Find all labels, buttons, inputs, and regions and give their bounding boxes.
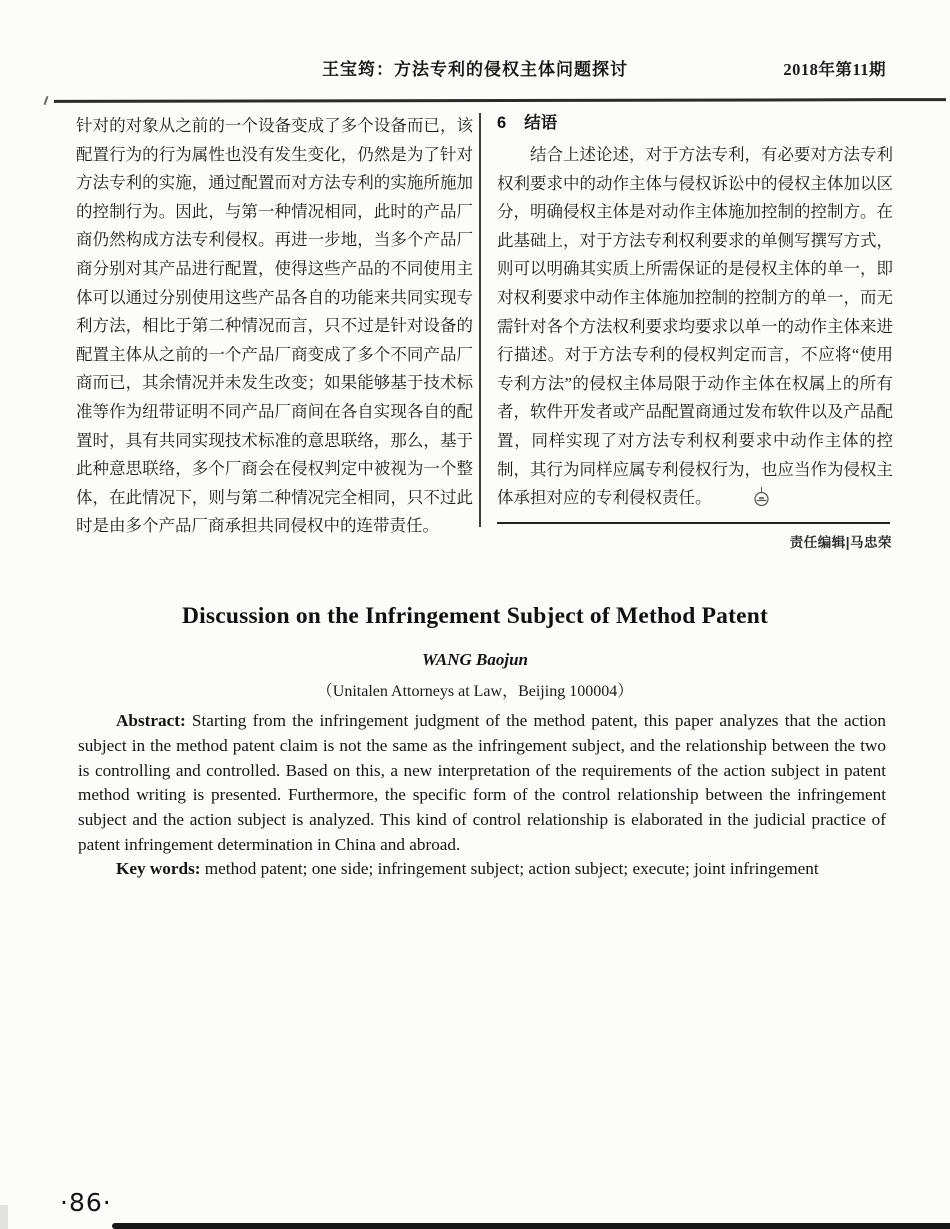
running-title: 王宝筠：方法专利的侵权主体问题探讨 (322, 60, 628, 79)
section-title: 结语 (524, 114, 558, 132)
abstract-text: Starting from the infringement judgment of the method patent, this paper analyzes that the action subject in the method patent claim is not the same as the infringement subject, and the relationship between the two is controlling and controlled. Based on this, a new interpretation of the requirements of the action subject in patent method writing is presented. Furthermore, the specific form of the control relationship between the infringement subject and the action subject is analyzed. This kind of control relationship is elaborated in the judicial practice of patent infringement determination in China and abroad. (78, 711, 886, 854)
end-of-article-icon (720, 487, 770, 517)
conclusion-text: 结合上述论述，对于方法专利，有必要对方法专利权利要求中的动作主体与侵权诉讼中的侵权主体加以区分，明确侵权主体是对动作主体施加控制的控制方。在此基础上，对于方法专利权利要求的单侧写撰写方式，则可以明确其实质上所需保证的是侵权主体的单一，即对权利要求中动作主体施加控制的控制方的单一，而无需针对各个方法权利要求均要求以单一的动作主体来进行描述。对于方法专利的侵权判定而言，不应将“使用专利方法”的侵权主体局限于动作主体在权属上的所有者，软件开发者或产品配置商通过发布软件以及产品配置，同样实现了对方法专利权利要求中动作主体的控制，其行为同样应属专利侵权行为，也应当作为侵权主体承担对应的专利侵权责任。 (497, 145, 893, 508)
editor-credit: 责任编辑|马忠荣 (789, 535, 892, 550)
keywords-label: Key words: (116, 859, 201, 878)
column-divider (479, 113, 481, 527)
english-affiliation: （Unitalen Attorneys at Law，Beijing 100004） (316, 683, 634, 700)
abstract-label: Abstract: (116, 711, 186, 730)
header-rule (54, 98, 946, 102)
abstract-paragraph (78, 709, 886, 858)
scan-artifact-smudge (0, 1205, 8, 1229)
issue-label: 2018年第11期 (783, 60, 886, 79)
right-column (497, 112, 893, 517)
bottom-scan-bar (112, 1223, 950, 1229)
conclusion-paragraph (497, 141, 893, 517)
section-heading (497, 112, 893, 134)
section-number: 6 (497, 114, 507, 132)
page-number: ·86· (60, 1188, 112, 1217)
left-column (76, 112, 473, 541)
left-column-paragraph: 针对的对象从之前的一个设备变成了多个设备而已，该配置行为的行为属性也没有发生变化，仍然是为了针对方法专利的实施，通过配置而对方法专利的实施所施加的控制行为。因此，与第一种情况相同，此时的产品厂商仍然构成方法专利侵权。再进一步地，当多个产品厂商分别对其产品进行配置，使得这些产品的不同使用主体可以通过分别使用这些产品各自的功能来共同实现专利方法，相比于第二种情况而言，只不过是针对设备的配置主体从之前的一个产品厂商变成了多个不同产品厂商而已，其余情况并未发生改变；如果能够基于技术标准等作为纽带证明不同产品厂商间在各自实现各自的配置时，具有共同实现技术标准的意思联络，那么，基于此种意思联络，多个厂商会在侵权判定中被视为一个整体，在此情况下，则与第二种情况完全相同，只不过此时是由多个产品厂商承担共同侵权中的连带责任。 (76, 116, 473, 536)
english-author: WANG Baojun (422, 650, 528, 669)
keywords-text: method patent; one side; infringement subject; action subject; execute; joint infringement (200, 859, 819, 878)
keywords-paragraph (78, 857, 886, 882)
editor-rule (497, 522, 890, 524)
english-title: Discussion on the Infringement Subject of Method Patent (181, 603, 769, 629)
scan-artifact-tick (44, 96, 49, 105)
